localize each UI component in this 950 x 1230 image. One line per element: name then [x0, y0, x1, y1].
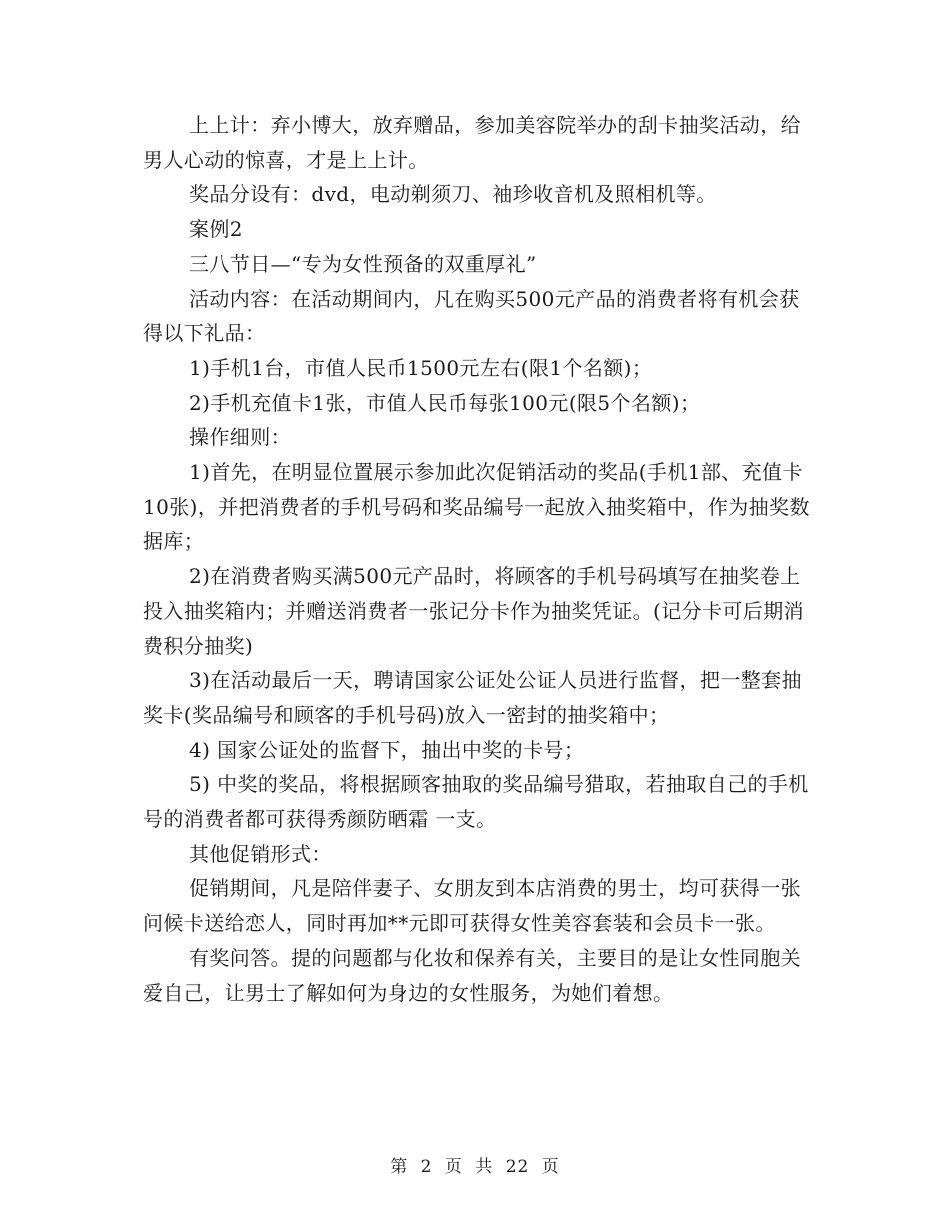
paragraph: 4) 国家公证处的监督下，抽出中奖的卡号； — [189, 737, 585, 762]
paragraph: 2)在消费者购买满500元产品时，将顾客的手机号码填写在抽奖卷上投入抽奖箱内；并赠送消费者一张记分卡作为抽奖凭证。(记分卡可后期消费积分抽奖) — [143, 564, 805, 658]
footer-total-prefix: 共 — [475, 1157, 494, 1177]
footer-page-word: 页 — [444, 1157, 463, 1177]
footer-prefix: 第 — [390, 1157, 409, 1177]
paragraph: 案例2 — [189, 217, 243, 242]
paragraph: 三八节日—“专为女性预备的双重厚礼” — [189, 251, 537, 276]
document-body — [143, 108, 810, 1010]
paragraph: 5) 中奖的奖品，将根据顾客抽取的奖品编号猎取，若抽取自己的手机号的消费者都可获得秀颜防晒霜 一支。 — [143, 772, 809, 832]
paragraph: 1)手机1台，市值人民币1500元左右(限1个名额)； — [189, 355, 653, 380]
total-page-count: 22 — [505, 1157, 530, 1177]
paragraph: 3)在活动最后一天，聘请国家公证处公证人员进行监督，把一整套抽奖卡(奖品编号和顾客的手机号码)放入一密封的抽奖箱中； — [143, 668, 802, 727]
current-page-number: 2 — [420, 1157, 433, 1177]
footer-suffix: 页 — [541, 1157, 560, 1177]
paragraph: 上上计：弃小博大，放弃赠品，参加美容院举办的刮卡抽奖活动，给男人心动的惊喜，才是上上计。 — [143, 113, 801, 172]
page-footer — [0, 1152, 950, 1177]
paragraph: 其他促销形式： — [189, 841, 332, 866]
paragraph: 操作细则： — [189, 425, 291, 450]
paragraph: 促销期间，凡是陪伴妻子、女朋友到本店消费的男士，均可获得一张问候卡送给恋人，同时再加**元即可获得女性美容套装和会员卡一张。 — [143, 876, 801, 936]
paragraph: 2)手机充值卡1张，市值人民币每张100元(限5个名额)； — [189, 390, 701, 415]
paragraph: 有奖问答。提的问题都与化妆和保养有关，主要目的是让女性同胞关爱自己，让男士了解如何为身边的女性服务，为她们着想。 — [143, 945, 801, 1005]
paragraph: 活动内容：在活动期间内，凡在购买500元产品的消费者将有机会获得以下礼品： — [143, 286, 800, 346]
paragraph: 1)首先，在明显位置展示参加此次促销活动的奖品(手机1部、充值卡10张)，并把消费者的手机号码和奖品编号一起放入抽奖箱中，作为抽奖数据库； — [143, 460, 810, 554]
paragraph: 奖品分设有：dvd，电动剃须刀、袖珍收音机及照相机等。 — [189, 182, 717, 207]
